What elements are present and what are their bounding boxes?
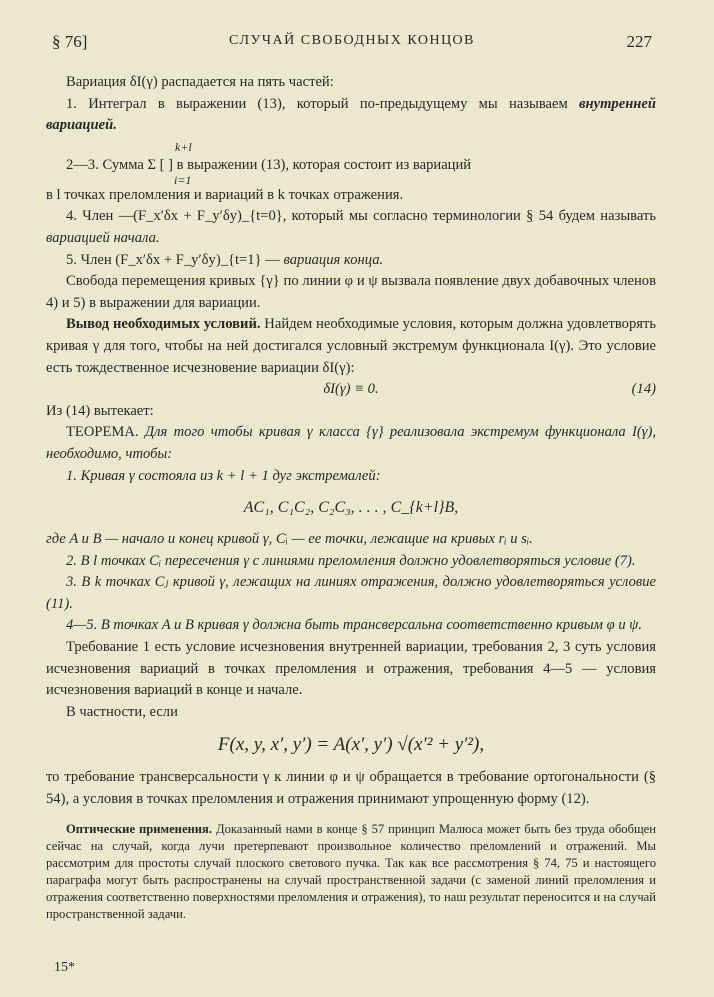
running-title: СЛУЧАЙ СВОБОДНЫХ КОНЦОВ xyxy=(229,33,475,48)
paragraph xyxy=(46,314,656,379)
paragraph: 2. В l точках Cᵢ пересечения γ с линиями преломления должно удовлетворяться условие (7). xyxy=(66,552,636,569)
paragraph: Из (14) вытекает: xyxy=(46,402,154,419)
paragraph xyxy=(46,206,656,249)
arcs-formula xyxy=(46,487,656,529)
formula: δI(γ) ≡ 0. xyxy=(323,381,379,398)
term: вариация конца. xyxy=(283,251,384,268)
paragraph: 3. В k точках Cⱼ кривой γ, лежащих на линиях отражения, должно удовлетворяться условие (11). xyxy=(46,574,656,612)
term: внутренней вариацией. xyxy=(46,95,656,134)
sum-text: 2—3. Сумма Σ [ ] в выражении (13), которая состоит из вариаций xyxy=(66,156,472,173)
sum-upper-limit: k+l xyxy=(175,139,192,154)
paragraph xyxy=(46,422,656,465)
paragraph: в l точках преломления и вариаций в k точках отражения. xyxy=(46,186,404,203)
term: вариацией начала. xyxy=(46,229,160,246)
heading: Вывод необходимых условий. xyxy=(66,316,261,333)
text: 5. Член (F_x′δx + F_y′δy)_{t=1} — xyxy=(66,251,284,268)
small-print-section xyxy=(46,821,656,923)
equation-number: (14) xyxy=(631,381,656,398)
paragraph: В частности, если xyxy=(66,703,178,720)
text: Найдем необходимые условия, которым должна удовлетворять кривая γ для того, чтобы на ней достигался условный экстремум функционала I(γ). Это условие есть тождественное исчезновение вариации δI(γ): xyxy=(46,316,656,376)
paragraph: 4—5. В точках A и B кривая γ должна быть трансверсальна соответственно кривым φ и ψ. xyxy=(66,617,643,634)
paragraph: где A и B — начало и конец кривой γ, Cᵢ — ее точки, лежащие на кривых rᵢ и sᵢ. xyxy=(46,531,533,548)
running-header xyxy=(52,32,652,56)
paragraph xyxy=(46,250,656,272)
paragraph: то требование трансверсальности γ к линии φ и ψ обращается в требование ортогональности (§ 54), а условия в точках преломления и отражения принимают упрощенную форму (12). xyxy=(46,769,656,808)
formula: F(x, y, x′, y′) = A(x′, y′) √(x′² + y′²), xyxy=(217,734,485,756)
page-body xyxy=(46,72,656,923)
theorem-text: Для того чтобы кривая γ класса {γ} реализовала экстремум функционала I(γ), необходимо, чтобы: xyxy=(46,424,656,462)
paragraph: Свобода перемещения кривых {γ} по линии φ и ψ вызвала появление двух добавочных членов 4) и 5) в выражении для вариации. xyxy=(46,273,656,311)
function-formula xyxy=(46,723,656,767)
sum-line xyxy=(46,137,656,185)
formula: AC₁, C₁C₂, C₂C₃, . . . , C_{k+l}B, xyxy=(243,499,459,517)
page-number: 227 xyxy=(626,32,652,51)
paragraph xyxy=(46,94,656,137)
sum-lower-limit: i=1 xyxy=(174,172,192,187)
paragraph: Вариация δI(γ) распадается на пять частей: xyxy=(66,74,334,90)
paragraph: 1. Кривая γ состояла из k + l + 1 дуг экстремалей: xyxy=(66,467,381,484)
heading: Оптические применения. xyxy=(66,821,213,836)
paragraph xyxy=(46,821,656,923)
paragraph: Требование 1 есть условие исчезновения внутренней вариации, требования 2, 3 суть условия исчезновения вариаций в точках преломления и отражения, требования 4—5 — условия исчезновения вариаций в конце и начале. xyxy=(46,639,656,699)
section-number: § 76] xyxy=(52,32,88,51)
text: 1. Интеграл в выражении (13), который по-предыдущему мы называем xyxy=(66,95,579,112)
text: 4. Член —(F_x′δx + F_y′δy)_{t=0}, который мы согласно терминологии § 54 будем называть xyxy=(66,208,656,225)
equation-14 xyxy=(46,379,656,401)
theorem-label: ТЕОРЕМА. xyxy=(66,424,145,441)
text: Доказанный нами в конце § 57 принцип Малюса может быть без труда обобщен сейчас на случай, когда лучи претерпевают произвольное количество преломлений и отражений. Мы рассмотрим для простоты случай плоского светового пучка. Так как все рассмотрения § 74, 75 и настоящего параграфа могут быть распространены на случай пространственной задачи (с заменой линий преломления и отражения соответственно поверхностями преломления и отражения), то наш результат переносится и на случай пространственной задачи. xyxy=(46,821,657,921)
signature-mark: 15* xyxy=(54,960,75,975)
